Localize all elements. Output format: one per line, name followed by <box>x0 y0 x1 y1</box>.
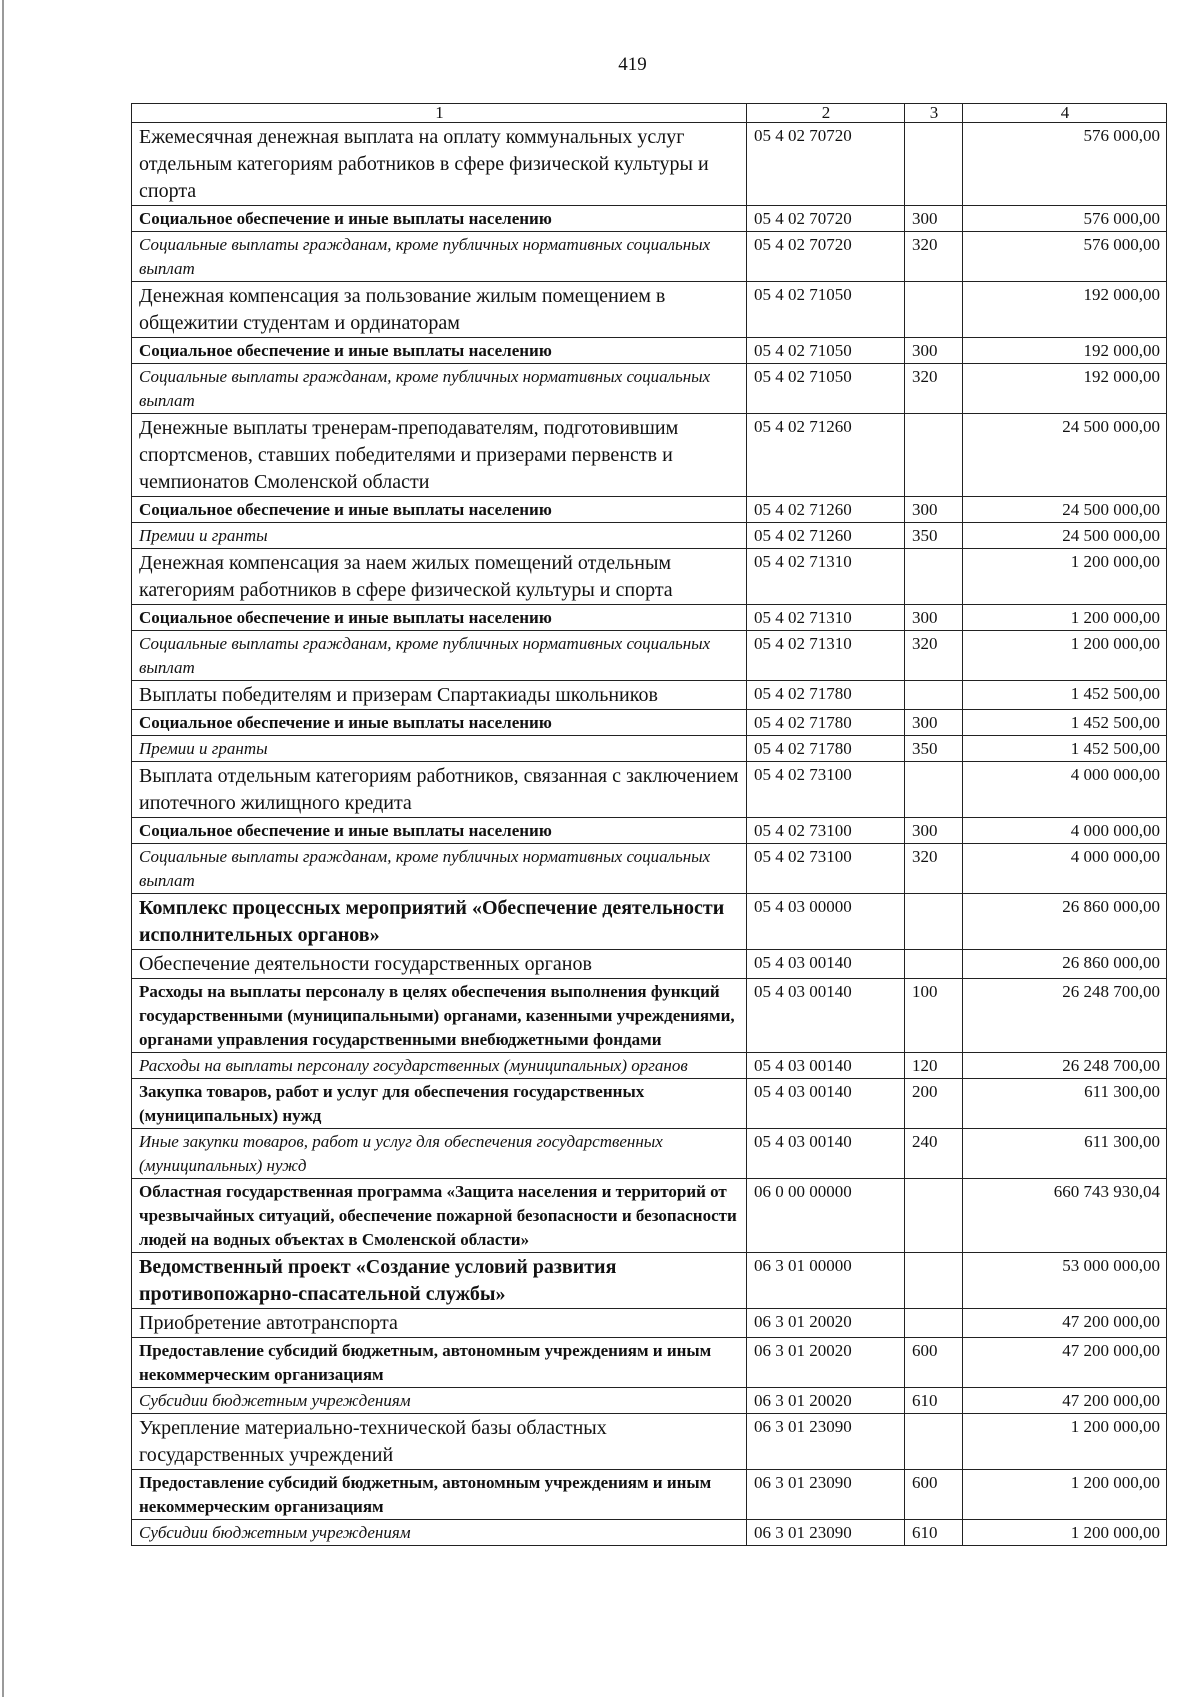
row-name-cell: Ежемесячная денежная выплата на оплату коммунальных услуг отдельным категориям работников в сфере физической культуры и спорта <box>132 123 747 206</box>
row-name-cell: Денежная компенсация за наем жилых помещений отдельным категориям работников в сфере физической культуры и спорта <box>132 549 747 605</box>
row-code-cell: 05 4 03 00000 <box>747 894 905 950</box>
row-name-cell: Социальные выплаты гражданам, кроме публичных нормативных социальных выплат <box>132 232 747 282</box>
row-code-cell: 05 4 03 00140 <box>747 1129 905 1179</box>
row-kvr-cell: 200 <box>905 1079 963 1129</box>
row-name-cell: Выплаты победителям и призерам Спартакиады школьников <box>132 681 747 710</box>
row-kvr-cell: 300 <box>905 497 963 523</box>
row-amount-cell: 192 000,00 <box>963 338 1167 364</box>
row-amount-cell: 53 000 000,00 <box>963 1253 1167 1309</box>
row-kvr-cell: 120 <box>905 1053 963 1079</box>
table-row <box>132 762 1167 818</box>
table-row <box>132 1470 1167 1520</box>
row-code-cell: 06 3 01 20020 <box>747 1388 905 1414</box>
row-amount-cell: 1 452 500,00 <box>963 736 1167 762</box>
column-header-amount: 4 <box>963 104 1167 123</box>
table-row <box>132 123 1167 206</box>
row-name-cell: Премии и гранты <box>132 523 747 549</box>
table-row <box>132 1309 1167 1338</box>
table-row <box>132 681 1167 710</box>
row-code-cell: 05 4 02 71260 <box>747 497 905 523</box>
row-kvr-cell <box>905 1253 963 1309</box>
row-amount-cell: 24 500 000,00 <box>963 497 1167 523</box>
row-amount-cell: 1 200 000,00 <box>963 549 1167 605</box>
row-kvr-cell: 300 <box>905 710 963 736</box>
row-kvr-cell: 600 <box>905 1470 963 1520</box>
row-kvr-cell <box>905 950 963 979</box>
row-amount-cell: 4 000 000,00 <box>963 762 1167 818</box>
column-header-name: 1 <box>132 104 747 123</box>
row-name-cell: Субсидии бюджетным учреждениям <box>132 1388 747 1414</box>
table-row <box>132 338 1167 364</box>
row-name-cell: Ведомственный проект «Создание условий развития противопожарно-спасательной службы» <box>132 1253 747 1309</box>
row-name-cell: Премии и гранты <box>132 736 747 762</box>
table-row <box>132 1053 1167 1079</box>
table-row <box>132 1253 1167 1309</box>
row-kvr-cell: 320 <box>905 631 963 681</box>
row-kvr-cell <box>905 282 963 338</box>
row-code-cell: 05 4 03 00140 <box>747 950 905 979</box>
row-code-cell: 05 4 02 70720 <box>747 206 905 232</box>
row-amount-cell: 576 000,00 <box>963 123 1167 206</box>
row-kvr-cell: 240 <box>905 1129 963 1179</box>
row-name-cell: Предоставление субсидий бюджетным, автономным учреждениям и иным некоммерческим организациям <box>132 1470 747 1520</box>
row-code-cell: 05 4 02 70720 <box>747 232 905 282</box>
table-row <box>132 605 1167 631</box>
table-row <box>132 1414 1167 1470</box>
row-name-cell: Социальные выплаты гражданам, кроме публичных нормативных социальных выплат <box>132 364 747 414</box>
row-amount-cell: 611 300,00 <box>963 1129 1167 1179</box>
table-row <box>132 950 1167 979</box>
table-row <box>132 549 1167 605</box>
row-kvr-cell: 320 <box>905 844 963 894</box>
row-code-cell: 05 4 02 71780 <box>747 736 905 762</box>
row-code-cell: 06 3 01 20020 <box>747 1338 905 1388</box>
table-row <box>132 631 1167 681</box>
row-code-cell: 05 4 02 71310 <box>747 549 905 605</box>
row-code-cell: 05 4 03 00140 <box>747 979 905 1053</box>
row-kvr-cell: 350 <box>905 523 963 549</box>
row-amount-cell: 26 248 700,00 <box>963 1053 1167 1079</box>
page-number: 419 <box>618 54 647 75</box>
row-kvr-cell <box>905 123 963 206</box>
row-amount-cell: 1 200 000,00 <box>963 1414 1167 1470</box>
row-code-cell: 06 3 01 20020 <box>747 1309 905 1338</box>
row-kvr-cell: 610 <box>905 1388 963 1414</box>
row-code-cell: 06 3 01 23090 <box>747 1414 905 1470</box>
row-code-cell: 06 3 01 00000 <box>747 1253 905 1309</box>
row-kvr-cell <box>905 681 963 710</box>
table-row <box>132 1129 1167 1179</box>
row-amount-cell: 47 200 000,00 <box>963 1309 1167 1338</box>
row-kvr-cell: 300 <box>905 605 963 631</box>
row-kvr-cell <box>905 762 963 818</box>
row-code-cell: 05 4 02 71780 <box>747 710 905 736</box>
row-amount-cell: 1 452 500,00 <box>963 681 1167 710</box>
row-kvr-cell <box>905 1309 963 1338</box>
row-kvr-cell: 300 <box>905 818 963 844</box>
row-name-cell: Денежная компенсация за пользование жилым помещением в общежитии студентам и ординаторам <box>132 282 747 338</box>
row-name-cell: Закупка товаров, работ и услуг для обеспечения государственных (муниципальных) нужд <box>132 1079 747 1129</box>
table-row <box>132 736 1167 762</box>
row-kvr-cell: 320 <box>905 232 963 282</box>
row-amount-cell: 576 000,00 <box>963 206 1167 232</box>
row-code-cell: 05 4 02 73100 <box>747 818 905 844</box>
table-row <box>132 979 1167 1053</box>
table-row <box>132 414 1167 497</box>
row-code-cell: 05 4 03 00140 <box>747 1053 905 1079</box>
table-row <box>132 1338 1167 1388</box>
row-name-cell: Расходы на выплаты персоналу в целях обеспечения выполнения функций государственными (муниципальными) органами, казенными учреждениями, органами управления государственными внебюджетными фондами <box>132 979 747 1053</box>
table-row <box>132 497 1167 523</box>
row-kvr-cell: 350 <box>905 736 963 762</box>
row-name-cell: Социальное обеспечение и иные выплаты населению <box>132 818 747 844</box>
row-kvr-cell <box>905 414 963 497</box>
row-code-cell: 05 4 02 73100 <box>747 762 905 818</box>
row-amount-cell: 1 200 000,00 <box>963 1520 1167 1546</box>
table-row <box>132 1179 1167 1253</box>
column-header-kvr: 3 <box>905 104 963 123</box>
table-row <box>132 1520 1167 1546</box>
row-kvr-cell <box>905 549 963 605</box>
row-code-cell: 06 3 01 23090 <box>747 1470 905 1520</box>
row-name-cell: Комплекс процессных мероприятий «Обеспечение деятельности исполнительных органов» <box>132 894 747 950</box>
row-name-cell: Социальное обеспечение и иные выплаты населению <box>132 710 747 736</box>
row-kvr-cell <box>905 1414 963 1470</box>
row-name-cell: Социальные выплаты гражданам, кроме публичных нормативных социальных выплат <box>132 844 747 894</box>
row-name-cell: Социальное обеспечение и иные выплаты населению <box>132 206 747 232</box>
row-code-cell: 05 4 02 71260 <box>747 414 905 497</box>
row-code-cell: 05 4 02 73100 <box>747 844 905 894</box>
row-amount-cell: 1 200 000,00 <box>963 1470 1167 1520</box>
row-amount-cell: 576 000,00 <box>963 232 1167 282</box>
row-kvr-cell: 600 <box>905 1338 963 1388</box>
row-name-cell: Иные закупки товаров, работ и услуг для обеспечения государственных (муниципальных) нужд <box>132 1129 747 1179</box>
row-kvr-cell: 610 <box>905 1520 963 1546</box>
row-name-cell: Социальное обеспечение и иные выплаты населению <box>132 497 747 523</box>
row-amount-cell: 26 248 700,00 <box>963 979 1167 1053</box>
row-code-cell: 05 4 02 71310 <box>747 605 905 631</box>
row-amount-cell: 611 300,00 <box>963 1079 1167 1129</box>
row-code-cell: 05 4 02 71050 <box>747 282 905 338</box>
budget-table <box>131 103 1167 1546</box>
table-row <box>132 710 1167 736</box>
row-amount-cell: 24 500 000,00 <box>963 523 1167 549</box>
row-amount-cell: 192 000,00 <box>963 364 1167 414</box>
row-kvr-cell: 100 <box>905 979 963 1053</box>
row-kvr-cell: 300 <box>905 206 963 232</box>
table-row <box>132 844 1167 894</box>
row-amount-cell: 192 000,00 <box>963 282 1167 338</box>
table-row <box>132 523 1167 549</box>
row-amount-cell: 4 000 000,00 <box>963 818 1167 844</box>
table-body <box>132 123 1167 1546</box>
scan-edge-line <box>2 0 4 1697</box>
row-kvr-cell <box>905 894 963 950</box>
table-row <box>132 894 1167 950</box>
table-row <box>132 232 1167 282</box>
table-row <box>132 1079 1167 1129</box>
row-code-cell: 05 4 03 00140 <box>747 1079 905 1129</box>
row-name-cell: Предоставление субсидий бюджетным, автономным учреждениям и иным некоммерческим организациям <box>132 1338 747 1388</box>
table-row <box>132 206 1167 232</box>
row-amount-cell: 26 860 000,00 <box>963 950 1167 979</box>
row-code-cell: 05 4 02 71780 <box>747 681 905 710</box>
table-row <box>132 282 1167 338</box>
row-name-cell: Субсидии бюджетным учреждениям <box>132 1520 747 1546</box>
row-amount-cell: 4 000 000,00 <box>963 844 1167 894</box>
table-row <box>132 1388 1167 1414</box>
row-amount-cell: 660 743 930,04 <box>963 1179 1167 1253</box>
row-name-cell: Выплата отдельным категориям работников, связанная с заключением ипотечного жилищного кредита <box>132 762 747 818</box>
row-kvr-cell: 300 <box>905 338 963 364</box>
table-row <box>132 364 1167 414</box>
row-code-cell: 05 4 02 71050 <box>747 364 905 414</box>
table-row <box>132 818 1167 844</box>
row-name-cell: Социальное обеспечение и иные выплаты населению <box>132 338 747 364</box>
row-name-cell: Денежные выплаты тренерам-преподавателям, подготовившим спортсменов, ставших победителями и призерами первенств и чемпионатов Смоленской области <box>132 414 747 497</box>
row-name-cell: Укрепление материально-технической базы областных государственных учреждений <box>132 1414 747 1470</box>
row-amount-cell: 47 200 000,00 <box>963 1338 1167 1388</box>
row-name-cell: Социальное обеспечение и иные выплаты населению <box>132 605 747 631</box>
row-name-cell: Обеспечение деятельности государственных органов <box>132 950 747 979</box>
table-header-row <box>132 104 1167 123</box>
row-code-cell: 05 4 02 71260 <box>747 523 905 549</box>
row-code-cell: 05 4 02 71310 <box>747 631 905 681</box>
column-header-code: 2 <box>747 104 905 123</box>
row-amount-cell: 26 860 000,00 <box>963 894 1167 950</box>
row-code-cell: 05 4 02 71050 <box>747 338 905 364</box>
row-name-cell: Областная государственная программа «Защита населения и территорий от чрезвычайных ситуаций, обеспечение пожарной безопасности и безопасности людей на водных объектах в Смоленской области» <box>132 1179 747 1253</box>
row-name-cell: Расходы на выплаты персоналу государственных (муниципальных) органов <box>132 1053 747 1079</box>
row-amount-cell: 47 200 000,00 <box>963 1388 1167 1414</box>
row-name-cell: Социальные выплаты гражданам, кроме публичных нормативных социальных выплат <box>132 631 747 681</box>
row-kvr-cell: 320 <box>905 364 963 414</box>
row-code-cell: 06 0 00 00000 <box>747 1179 905 1253</box>
row-amount-cell: 1 200 000,00 <box>963 605 1167 631</box>
row-kvr-cell <box>905 1179 963 1253</box>
row-code-cell: 05 4 02 70720 <box>747 123 905 206</box>
row-code-cell: 06 3 01 23090 <box>747 1520 905 1546</box>
row-name-cell: Приобретение автотранспорта <box>132 1309 747 1338</box>
row-amount-cell: 1 452 500,00 <box>963 710 1167 736</box>
row-amount-cell: 1 200 000,00 <box>963 631 1167 681</box>
row-amount-cell: 24 500 000,00 <box>963 414 1167 497</box>
